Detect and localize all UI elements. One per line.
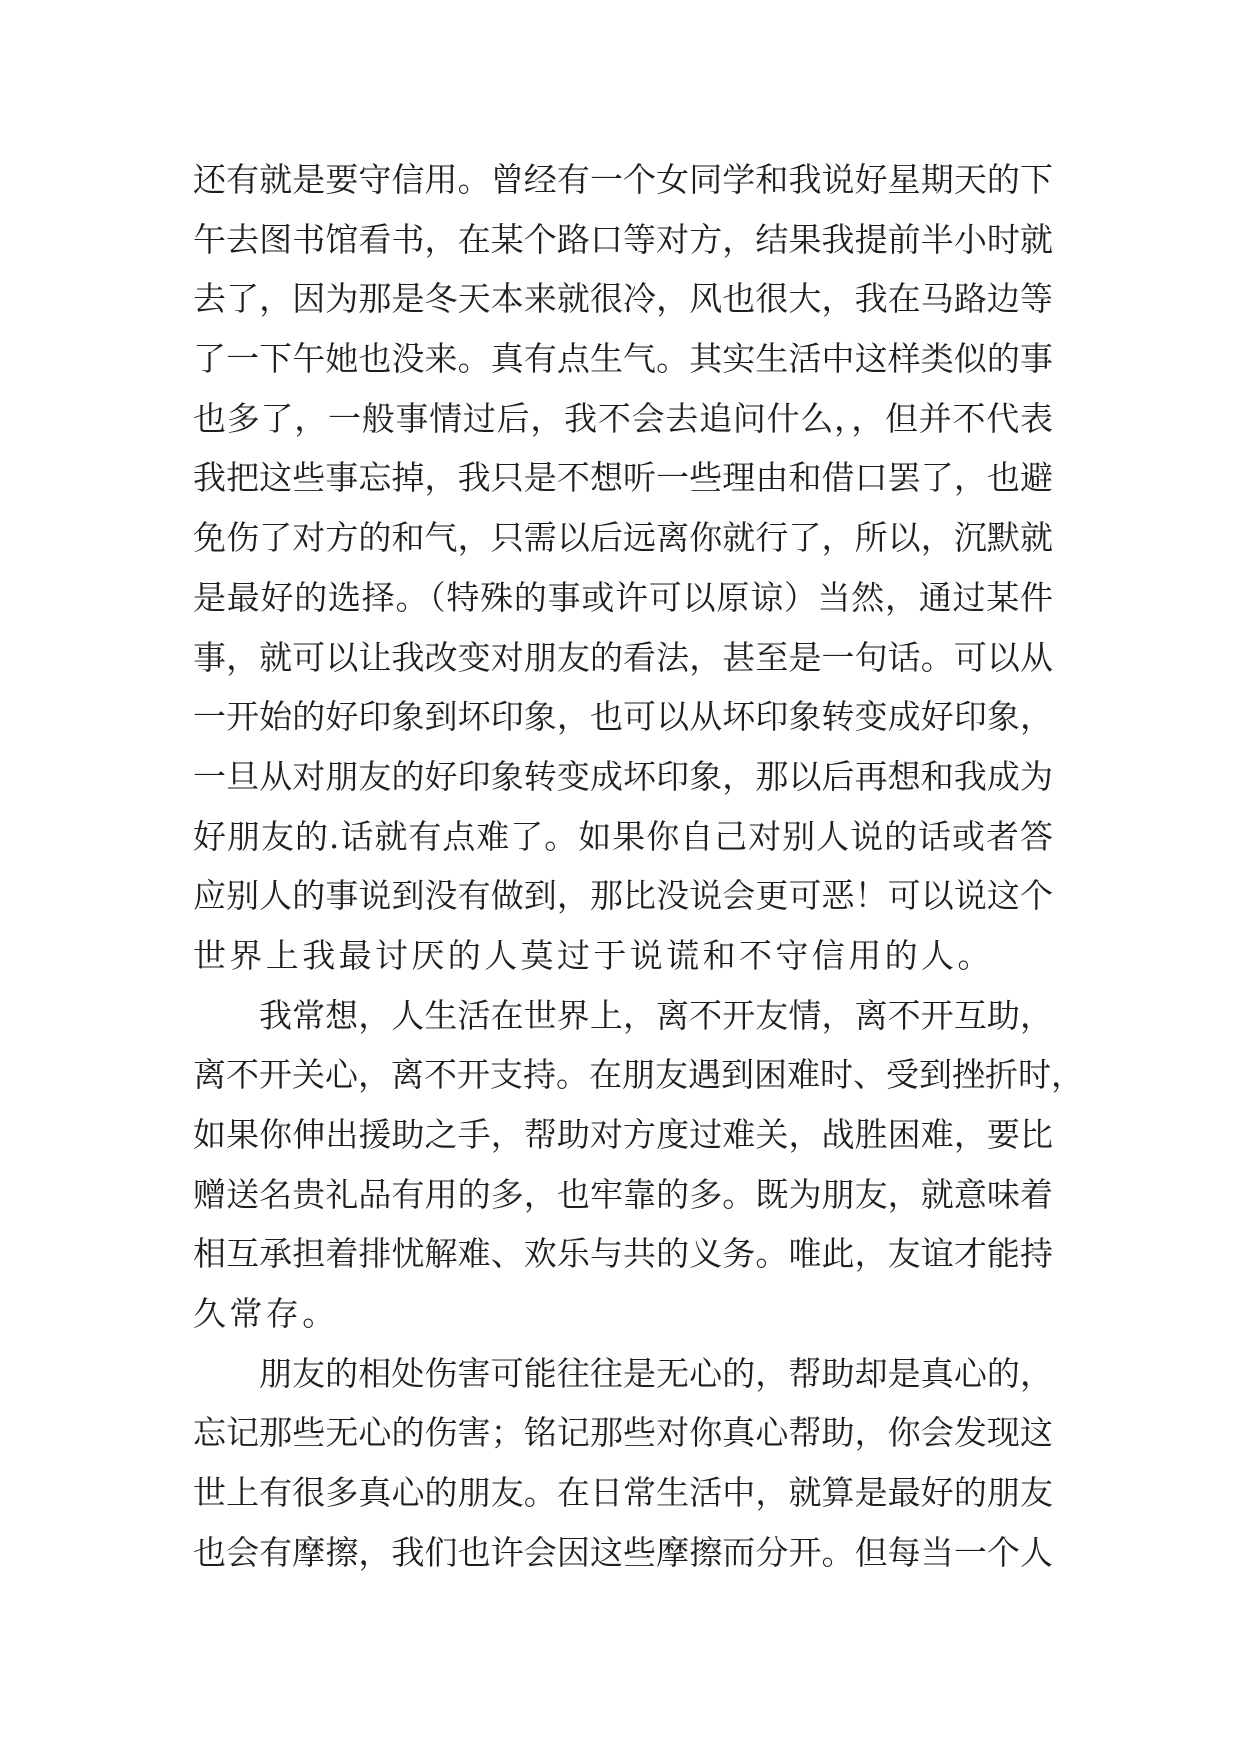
text-line: 朋友的相处伤害可能往往是无心的，帮助却是真心的，: [259, 1353, 1053, 1393]
text-line: 世界上我最讨厌的人莫过于说谎和不守信用的人。: [193, 935, 994, 975]
text-line: 也多了，一般事情过后，我不会去追问什么，，但并不代表: [193, 398, 1053, 438]
text-line: 久常存。: [193, 1294, 339, 1334]
text-line: 免伤了对方的和气，只需以后远离你就行了，所以，沉默就: [193, 518, 1053, 558]
body-text: [193, 150, 1084, 1583]
text-line: 一开始的好印象到坏印象，也可以从坏印象转变成好印象，: [193, 697, 1053, 737]
text-line: 忘记那些无心的伤害；铭记那些对你真心帮助，你会发现这: [193, 1413, 1053, 1453]
text-line: 如果你伸出援助之手，帮助对方度过难关，战胜困难，要比: [193, 1115, 1053, 1154]
text-line: 一旦从对朋友的好印象转变成坏印象，那以后再想和我成为: [193, 756, 1053, 796]
text-line: 应别人的事说到没有做到，那比没说会更可恶！可以说这个: [193, 876, 1053, 916]
text-line: 世上有很多真心的朋友。在日常生活中，就算是最好的朋友: [193, 1473, 1053, 1513]
text-line: 相互承担着排忧解难、欢乐与共的义务。唯此，友谊才能持: [193, 1234, 1053, 1274]
text-line: 也会有摩擦，我们也许会因这些摩擦而分开。但每当一个人: [193, 1532, 1053, 1572]
text-line: 我把这些事忘掉，我只是不想听一些理由和借口罢了，也避: [193, 458, 1053, 498]
text-line: 了一下午她也没来。真有点生气。其实生活中这样类似的事: [193, 339, 1053, 379]
text-line: 赠送名贵礼品有用的多，也牢靠的多。既为朋友，就意味着: [193, 1174, 1053, 1214]
text-line: 离不开关心，离不开支持。在朋友遇到困难时、受到挫折时，: [193, 1055, 1084, 1095]
text-line: 好朋友的.话就有点难了。如果你自己对别人说的话或者答: [193, 816, 1053, 856]
text-line: 事，就可以让我改变对朋友的看法，甚至是一句话。可以从: [193, 637, 1053, 677]
text-line: 是最好的选择。（特殊的事或许可以原谅）当然，通过某件: [193, 577, 1053, 617]
text-line: 我常想，人生活在世界上，离不开友情，离不开互助，: [259, 995, 1053, 1035]
text-line: 去了，因为那是冬天本来就很冷，风也很大，我在马路边等: [193, 279, 1053, 319]
text-line: 还有就是要守信用。曾经有一个女同学和我说好星期天的下: [193, 160, 1053, 199]
text-line: 午去图书馆看书，在某个路口等对方，结果我提前半小时就: [193, 219, 1053, 259]
